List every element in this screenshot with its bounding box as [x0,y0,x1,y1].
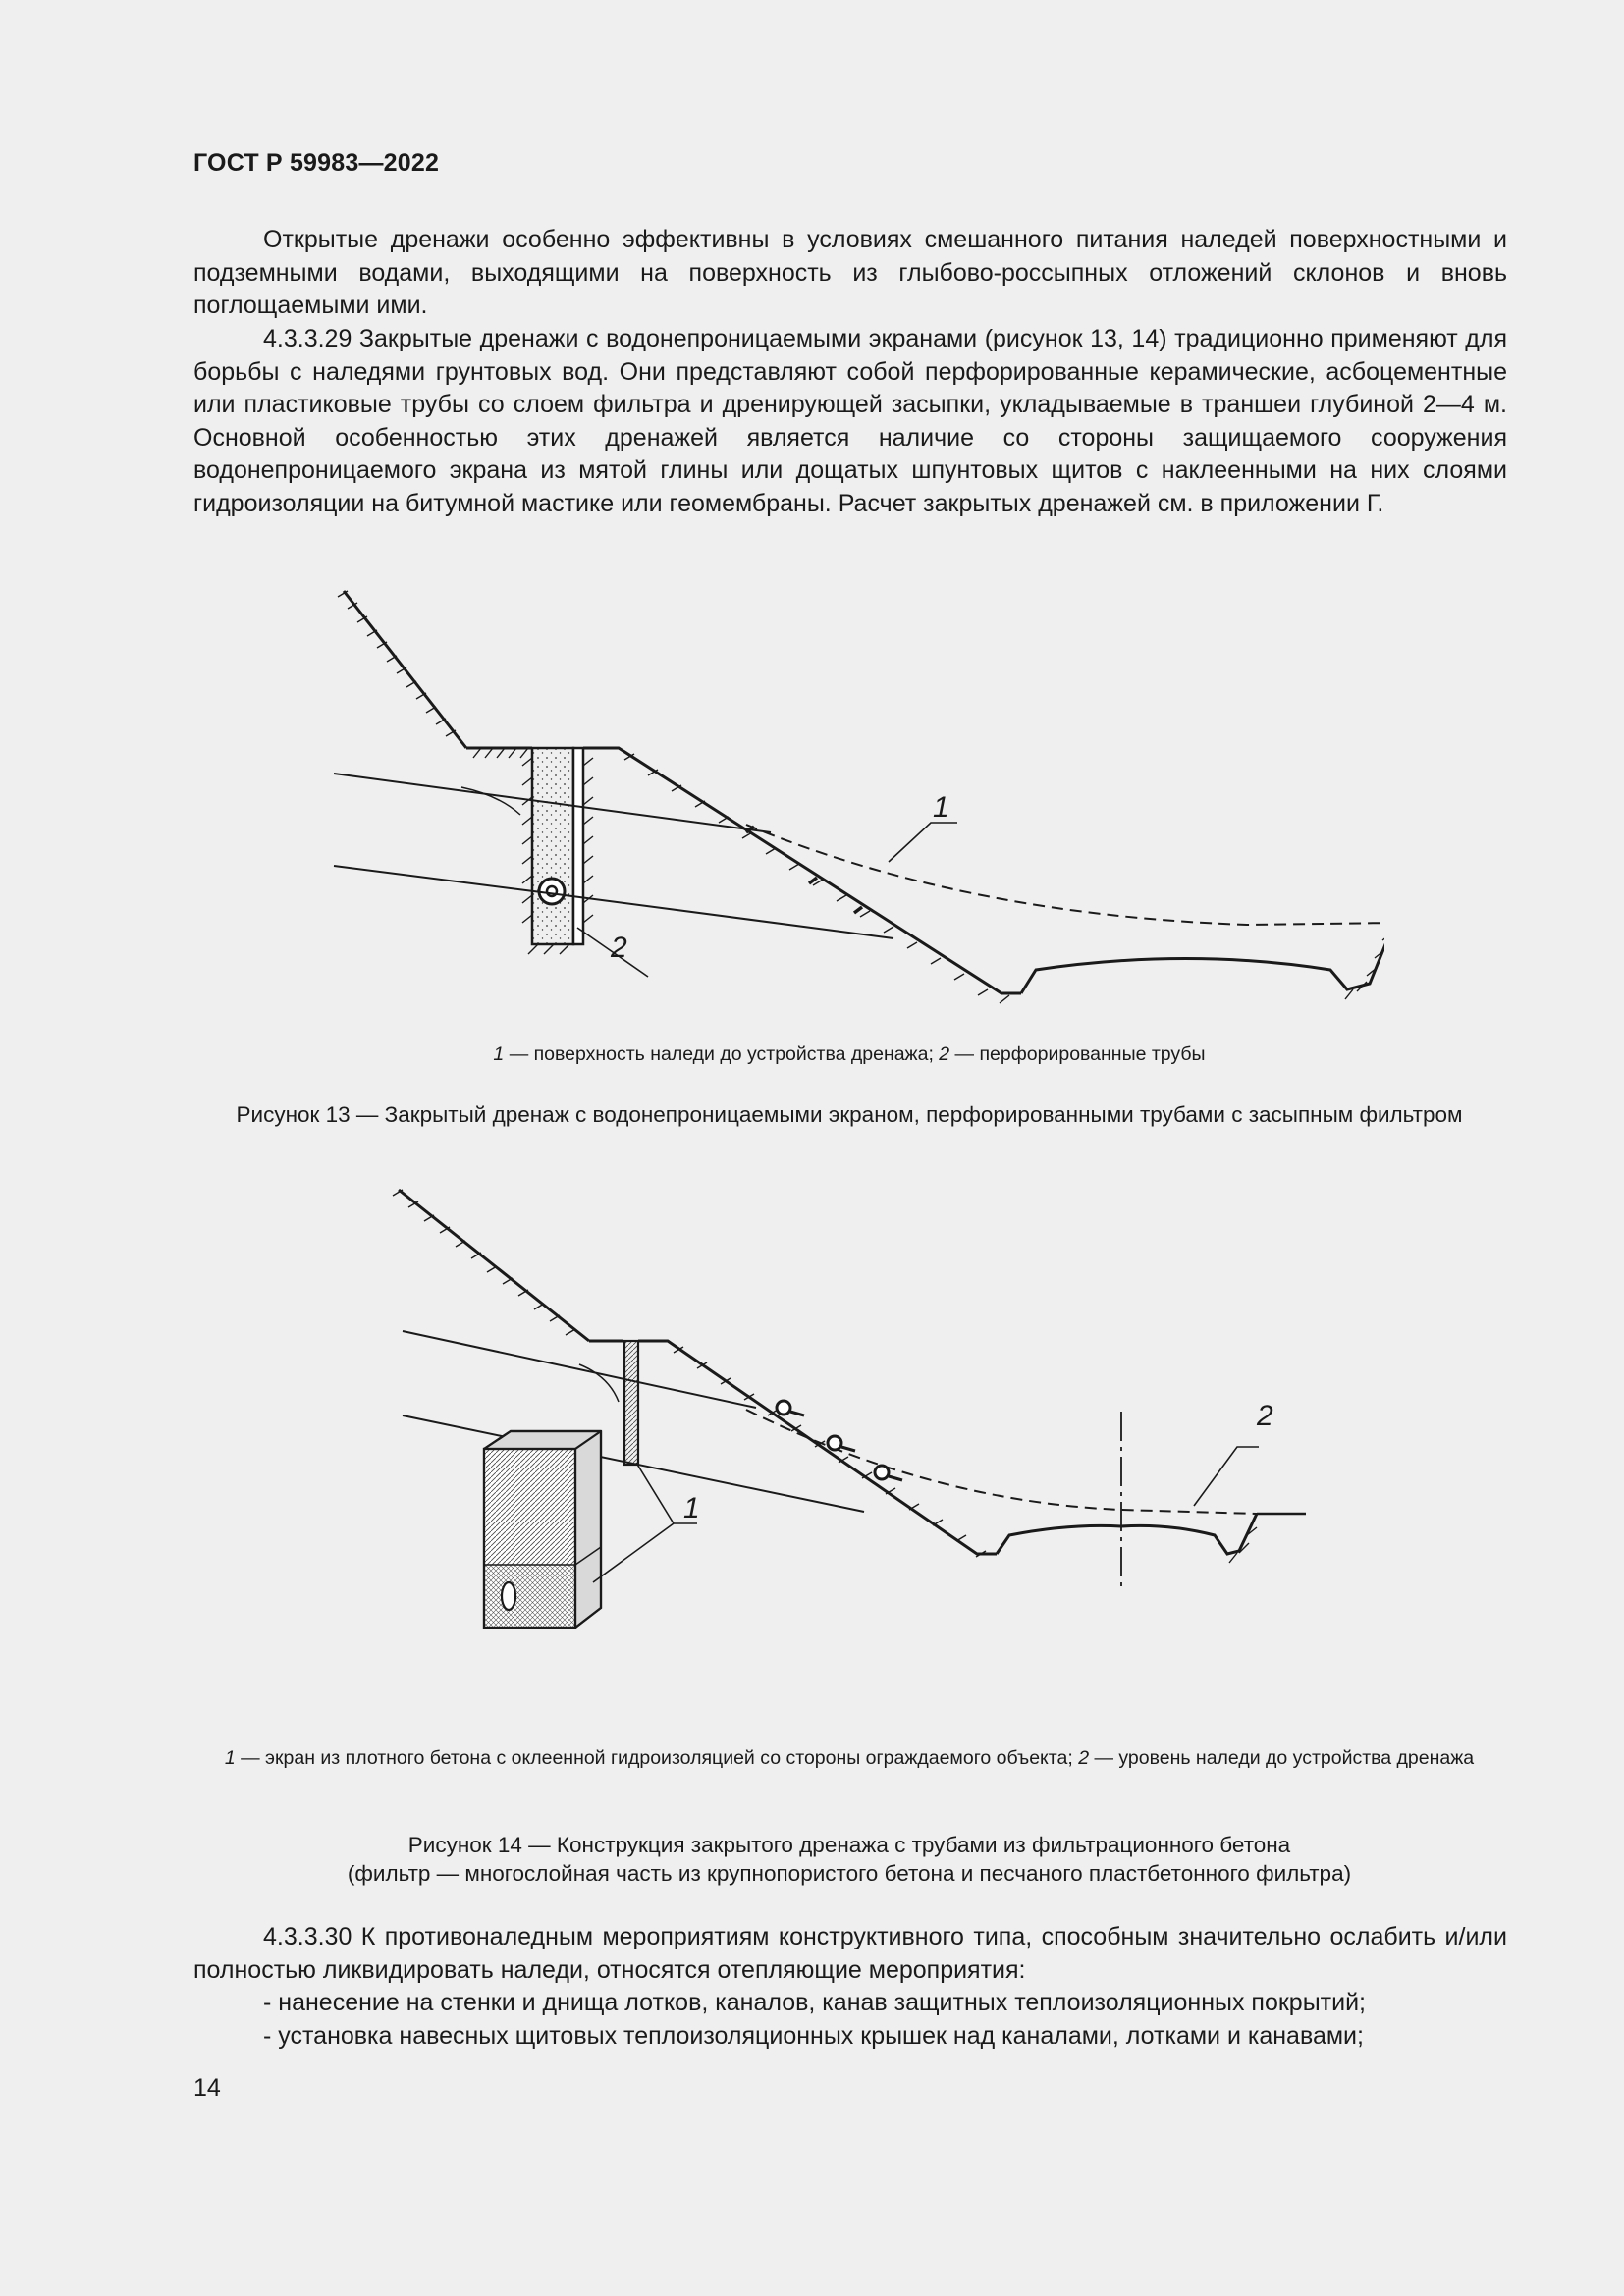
figure-14-label-2: 2 [1257,1400,1273,1432]
ground-hatching [338,591,456,736]
perforated-pipe [539,879,565,904]
screen-post [624,1341,638,1465]
figure-14-label-1: 1 [683,1492,700,1524]
figure-13-drawing [324,579,1384,1011]
screen-block-detail [484,1431,601,1628]
figure-13-label-2: 2 [611,932,627,964]
paragraph-4-3-3-30: 4.3.3.30 К противоналедным мероприятиям конструктивного типа, способным значительно ослабить и/или полностью ликвидировать наледи, относятся отепляющие мероприятия: [193,1923,1507,1984]
list-item: - установка навесных щитовых теплоизоляционных крышек над каналами, лотками и канавами; [263,2022,1364,2050]
ice-surface-line [746,825,1384,925]
page-number: 14 [193,2074,221,2102]
figure-14-caption-line2: (фильтр — многослойная часть из крупнопористого бетона и песчаного пластбетонного фильтра) [347,1861,1352,1886]
figure-14-caption-line1: Рисунок 14 — Конструкция закрытого дренажа с трубами из фильтрационного бетона [407,1833,1291,1857]
list-item: - нанесение на стенки и днища лотков, каналов, канав защитных теплоизоляционных покрытий; [263,1989,1366,2016]
figure-13-label-1: 1 [933,791,949,824]
paragraph-4-3-3-29: 4.3.3.29 Закрытые дренажи с водонепроницаемыми экранами (рисунок 13, 14) традиционно применяют для борьбы с наледями грунтовых вод. Они представляют собой перфорированные керамические, асбоцементные или пластиковые трубы со слоем фильтра и дренирующей засыпки, укладываемые в траншеи глубиной 2—4 м. Основной особенностью этих дренажей является наличие со стороны защищаемого сооружения водонепроницаемого экрана из мятой глины или дощатых шпунтовых щитов с наклеенными на них слоями гидроизоляции на битумной мастике или геомембраны. Расчет закрытых дренажей см. в приложении Г. [193,325,1507,517]
figure-14-legend: 1 — экран из плотного бетона с оклеенной гидроизоляцией со стороны ограждаемого объекта; 2 — уровень наледи до устройства дренажа [224,1747,1475,1769]
figure-13-caption: Рисунок 13 — Закрытый дренаж с водонепроницаемыми экраном, перфорированными трубами с засыпным фильтром [236,1102,1463,1127]
figure-14-drawing [383,1178,1326,1713]
figure-13-legend: 1 — поверхность наледи до устройства дренажа; 2 — перфорированные трубы [493,1043,1206,1065]
paragraph-open-drains: Открытые дренажи особенно эффективны в условиях смешанного питания наледей поверхностными и подземными водами, выходящими на поверхность из глыбово-россыпных отложений склонов и вновь поглощаемыми ими. [193,226,1507,319]
document-header: ГОСТ Р 59983—2022 [193,149,440,177]
